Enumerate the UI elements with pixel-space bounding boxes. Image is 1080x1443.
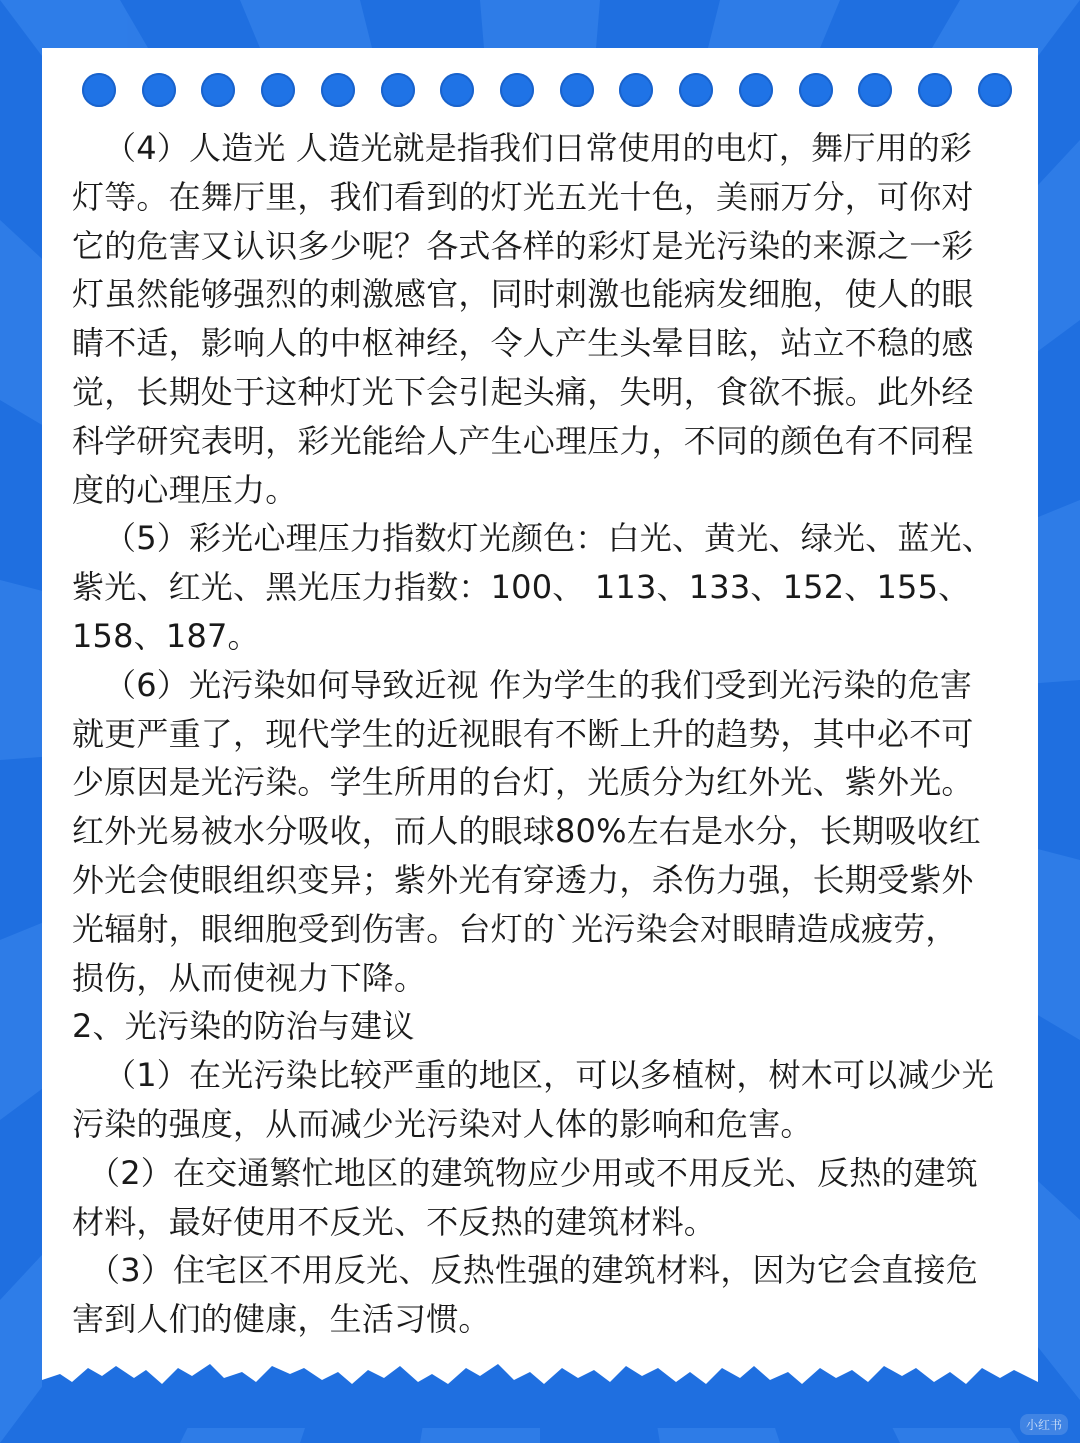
text-line: （3）住宅区不用反光、反热性强的建筑材料，因为它会直接危 [88,1251,978,1290]
torn-edge [42,1338,1038,1428]
paper-card [42,48,1038,1428]
text-line: （5）彩光心理压力指数灯光颜色：白光、黄光、绿光、蓝光、 [104,519,994,558]
text-line: 损伤，从而使视力下降。 [72,958,427,997]
article-body [72,124,1012,1344]
binder-hole [500,73,534,107]
text-line: 少原因是光污染。学生所用的台灯，光质分为红外光、紫外光。 [72,763,974,802]
binder-hole [858,73,892,107]
binder-hole [679,73,713,107]
text-line: 害到人们的健康，生活习惯。 [72,1300,491,1339]
binder-hole [381,73,415,107]
text-line: 外光会使眼组织变异；紫外光有穿透力，杀伤力强，长期受紫外 [72,860,974,899]
text-line: 紫光、红光、黑光压力指数：100、 113、133、152、155、 [72,568,971,607]
binder-hole [321,73,355,107]
text-line: 它的危害又认识多少呢？各式各样的彩灯是光污染的来源之一彩 [72,226,974,265]
text-line: 睛不适，影响人的中枢神经，令人产生头晕目眩，站立不稳的感 [72,324,974,363]
text-line: 就更严重了，现代学生的近视眼有不断上升的趋势，其中必不可 [72,714,974,753]
binder-hole [440,73,474,107]
notebook-holes [82,72,1012,108]
binder-hole [918,73,952,107]
text-line: （2）在交通繁忙地区的建筑物应少用或不用反光、反热的建筑 [88,1153,978,1192]
text-line: 材料，最好使用不反光、不反热的建筑材料。 [72,1202,717,1241]
text-line: 158、187。 [72,616,260,655]
binder-hole [142,73,176,107]
text-line: （6）光污染如何导致近视 作为学生的我们受到光污染的危害 [104,665,973,704]
section-heading: 2、光污染的防治与建议 [72,1007,415,1046]
text-line: （1）在光污染比较严重的地区，可以多植树，树木可以减少光 [104,1056,994,1095]
text-line: 灯虽然能够强烈的刺激感官，同时刺激也能病发细胞，使人的眼 [72,275,974,314]
binder-hole [261,73,295,107]
text-line: 度的心理压力。 [72,470,298,509]
text-line: 光辐射，眼细胞受到伤害。台灯的`光污染会对眼睛造成疲劳， [72,909,958,948]
binder-hole [799,73,833,107]
watermark-logo: 小红书 [1020,1414,1068,1435]
text-line: 污染的强度，从而减少光污染对人体的影响和危害。 [72,1104,813,1143]
text-line: （4）人造光 人造光就是指我们日常使用的电灯，舞厅用的彩 [104,129,973,167]
binder-hole [978,73,1012,107]
binder-hole [619,73,653,107]
binder-hole [201,73,235,107]
text-line: 科学研究表明，彩光能给人产生心理压力，不同的颜色有不同程 [72,421,974,460]
binder-hole [560,73,594,107]
text-line: 灯等。在舞厅里，我们看到的灯光五光十色，美丽万分，可你对 [72,177,974,216]
text-line: 红外光易被水分吸收，而人的眼球80%左右是水分，长期吸收红 [72,812,981,851]
binder-hole [739,73,773,107]
text-line: 觉，长期处于这种灯光下会引起头痛，失明，食欲不振。此外经 [72,372,974,411]
binder-hole [82,73,116,107]
